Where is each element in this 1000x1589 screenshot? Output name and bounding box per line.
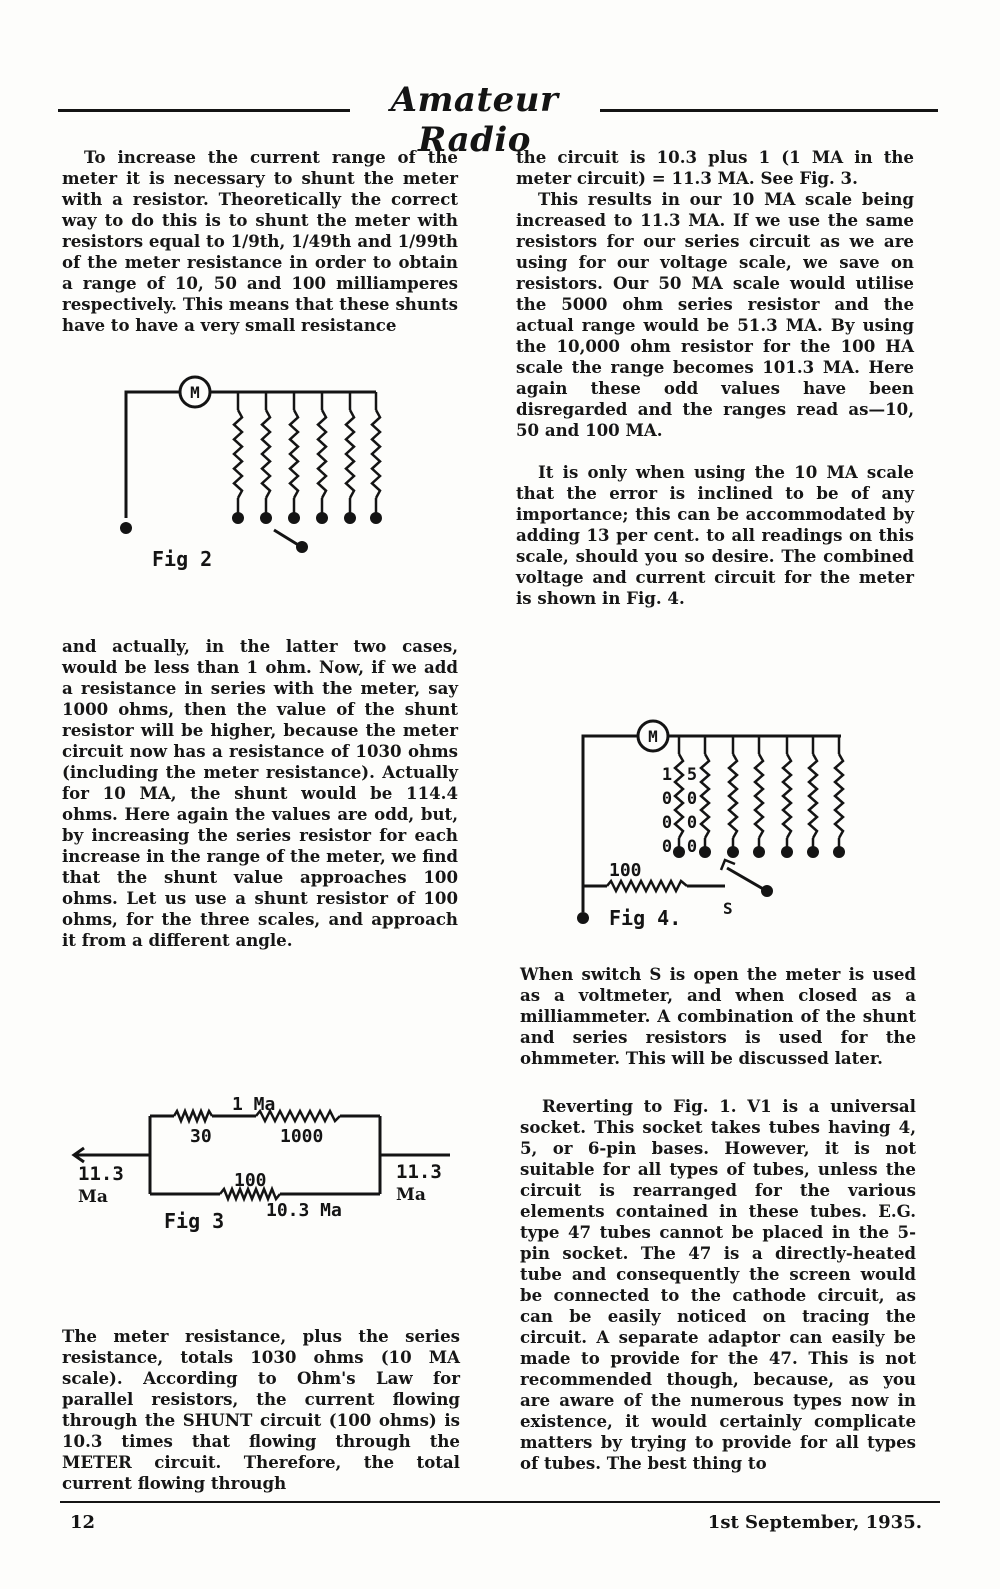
fig4-resistor: [701, 754, 709, 838]
fig4-switch-blade: [727, 868, 765, 890]
masthead-title: Amateur Radio: [390, 80, 559, 160]
fig3-r1000-label: 1000: [280, 1126, 324, 1147]
fig4-terminal-dot: [699, 846, 711, 858]
fig4-terminal-dot: [807, 846, 819, 858]
fig2-selector-pivot: [296, 541, 308, 553]
fig4-terminal-dot: [673, 846, 685, 858]
fig2-resistor: [346, 410, 354, 498]
footer-page-number: 12: [70, 1512, 96, 1533]
right-paragraph-5: Reverting to Fig. 1. V1 is a universal socket. This socket takes tubes having 4, 5, or 6-pin bases. However, it is not suitable for all types of tubes, unless the circuit is rearranged for the various elements contained in these tubes. E.G. type 47 tubes cannot be placed in the 5-pin socket. The 47 is a directly-heated tube and consequently the screen would be connected to the cathode circuit, as can be easily noticed on tracing the circuit. A separate adaptor can easily be made to provide for the 47. This is not recommended though, because, as you are aware of the numerous types now in existence, it would certainly complicate matters by trying to provide for all types of tubes. The best thing to: [520, 1096, 916, 1473]
fig4-value-digit: 0: [661, 837, 673, 857]
fig3-resistor-30: [174, 1111, 212, 1121]
right-paragraph-4: When switch S is open the meter is used as a voltmeter, and when closed as a milliammeter. A combination of the shunt and series resistors is used for the ohmmeter. This will be discussed later.: [520, 964, 916, 1068]
right-paragraph-1: the circuit is 10.3 plus 1 (1 MA in the meter circuit) = 11.3 MA. See Fig. 3.: [516, 147, 914, 188]
left-paragraph-3: The meter resistance, plus the series resistance, totals 1030 ohms (10 MA scale). According to Ohm's Law for parallel resistors, the current flowing through the SHUNT circuit (100 ohms) is 10.3 times that flowing through the METER circuit. Therefore, the total current flowing through: [62, 1326, 460, 1493]
fig2-diagram: [110, 370, 400, 570]
masthead-rule-right: [600, 109, 938, 112]
footer-date: 1st September, 1935.: [707, 1512, 922, 1533]
fig3-left-value: 11.3: [78, 1163, 124, 1185]
fig4-caption: Fig 4.: [609, 906, 682, 930]
fig2-left-terminal: [120, 522, 132, 534]
fig4-terminal-dot: [833, 846, 845, 858]
fig2-resistor: [290, 410, 298, 498]
fig4-meter-label: M: [648, 727, 658, 746]
footer-rule: [60, 1501, 940, 1503]
fig4-resistor: [729, 754, 737, 838]
fig4-switch-pivot: [761, 885, 773, 897]
fig2-resistor: [318, 410, 326, 498]
fig4-resistor: [835, 754, 843, 838]
fig4-terminal-dot: [781, 846, 793, 858]
masthead-rule-left: [58, 109, 350, 112]
fig3-diagram: [70, 1088, 460, 1238]
fig2-terminal-dot: [288, 512, 300, 524]
fig4-terminal-dot: [727, 846, 739, 858]
fig2-selector-arm: [274, 530, 300, 546]
fig2-resistor: [262, 410, 270, 498]
fig2-left-wire: [126, 392, 180, 518]
fig4-series-resistor: [607, 881, 687, 891]
fig2-meter-label: M: [190, 383, 200, 402]
fig4-diagram: [575, 720, 875, 930]
right-paragraph-2: This results in our 10 MA scale being increased to 11.3 MA. If we use the same resistors for our series circuit as we are using for our voltage scale, we save on resistors. Our 50 MA scale would utilise the 5000 ohm series resistor and the actual range would be 51.3 MA. By using the 10,000 ohm resistor for the 100 HA scale the range becomes 101.3 MA. Here again these odd values have been disregarded and the ranges read as—10, 50 and 100 MA.: [516, 189, 914, 440]
fig4-left-terminal: [577, 912, 589, 924]
fig2-terminal-dot: [232, 512, 244, 524]
fig2-terminal-dot: [370, 512, 382, 524]
fig4-value-digit: 0: [686, 813, 698, 833]
fig3-right-unit: Ma: [396, 1185, 426, 1205]
fig3-top-current: 1 Ma: [232, 1094, 276, 1115]
fig3-caption: Fig 3: [164, 1209, 225, 1233]
fig2-terminal-dot: [344, 512, 356, 524]
fig3-bottom-current: 10.3 Ma: [266, 1200, 342, 1221]
fig4-value-digit: 5: [686, 765, 698, 785]
fig3-r30-label: 30: [190, 1126, 212, 1147]
fig2-terminal-dot: [316, 512, 328, 524]
fig4-value-digit: 1: [661, 765, 673, 785]
right-paragraph-3: It is only when using the 10 MA scale that the error is inclined to be of any importance; this can be accommodated by adding 13 per cent. to all readings on this scale, should you so desire. The combined voltage and current circuit for the meter is shown in Fig. 4.: [516, 462, 914, 608]
fig4-series-label: 100: [609, 860, 642, 881]
fig3-r100-label: 100: [234, 1170, 267, 1191]
fig2-caption: Fig 2: [152, 547, 213, 571]
fig3-right-value: 11.3: [396, 1161, 442, 1183]
left-paragraph-2: and actually, in the latter two cases, would be less than 1 ohm. Now, if we add a resistance in series with the meter, say 1000 ohms, then the value of the shunt resistor will be higher, because the meter circuit now has a resistance of 1030 ohms (including the meter resistance). Actually for 10 MA, the shunt would be 114.4 ohms. Here again the values are odd, but, by increasing the series resistor for each increase in the range of the meter, we find that the shunt value approaches 100 ohms. Let us use a shunt resistor of 100 ohms, for the three scales, and approach it from a different angle.: [62, 636, 458, 950]
fig4-value-digit: 0: [686, 837, 698, 857]
fig3-left-unit: Ma: [78, 1187, 108, 1207]
fig2-terminal-dot: [260, 512, 272, 524]
fig4-switch-label: S: [723, 899, 733, 918]
fig4-resistor: [755, 754, 763, 838]
left-paragraph-1: To increase the current range of the meter it is necessary to shunt the meter with a resistor. Theoretically the correct way to do this is to shunt the meter with resistors equal to 1/9th, 1/49th and 1/99th of the meter resistance in order to obtain a range of 10, 50 and 100 milliamperes respectively. This means that these shunts have to have a very small resistance: [62, 147, 458, 335]
fig4-resistor: [809, 754, 817, 838]
fig4-resistor: [783, 754, 791, 838]
fig2-resistor: [234, 410, 242, 498]
fig4-value-digit: 0: [686, 789, 698, 809]
fig4-resistor: [675, 754, 683, 838]
fig4-value-digit: 0: [661, 789, 673, 809]
fig2-resistor: [372, 410, 380, 498]
fig4-value-digit: 0: [661, 813, 673, 833]
fig4-terminal-dot: [753, 846, 765, 858]
